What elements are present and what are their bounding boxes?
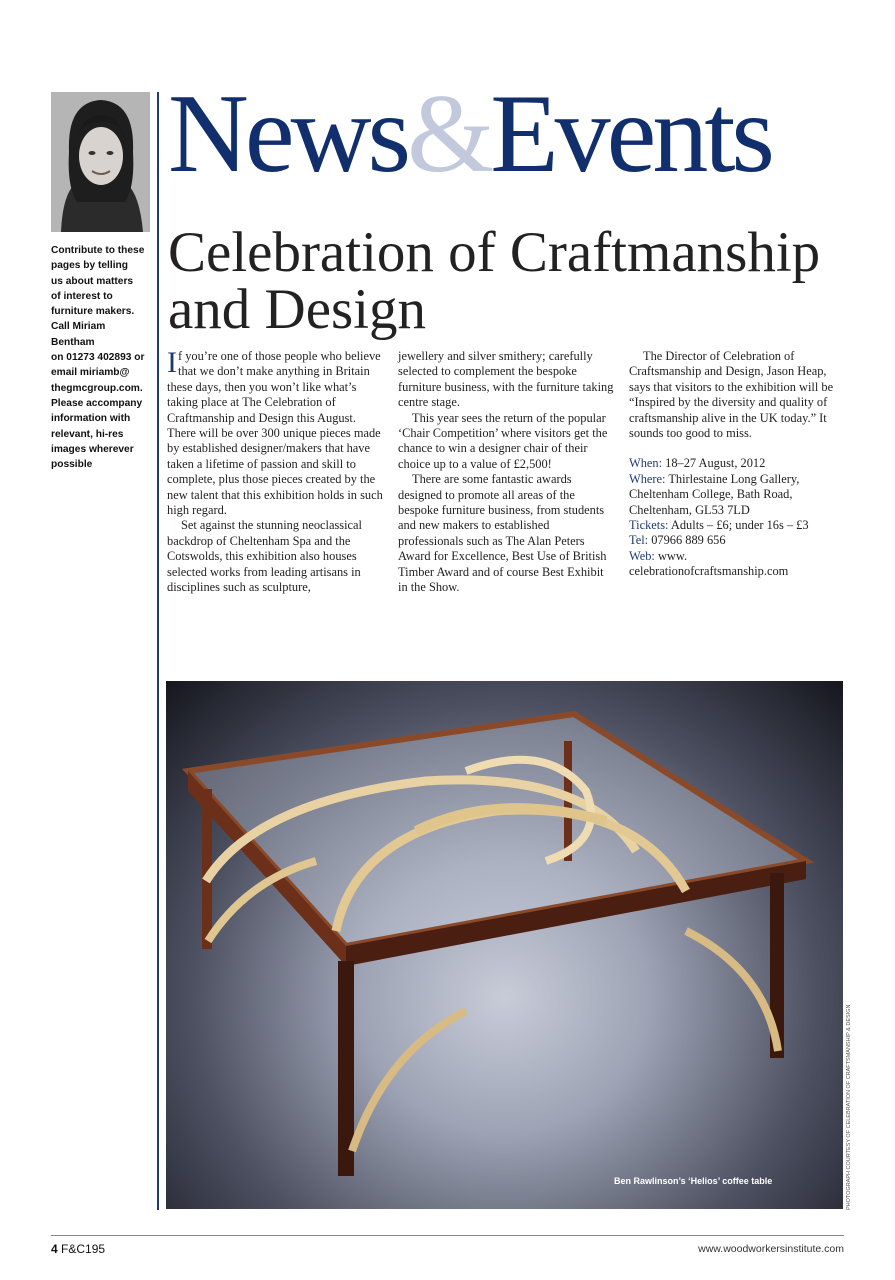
article-column-1	[167, 346, 383, 596]
article-column-3	[629, 349, 849, 580]
masthead-events: Events	[490, 72, 772, 196]
page-folio	[51, 1242, 105, 1256]
info-tel: Tel: 07966 889 656	[629, 533, 726, 548]
contribute-note: Contribute to these pages by telling us about matters of interest to furniture makers. Call Miriam Bentham on 01273 402893 or email miriamb@ thegmcgroup.com. Please accompany information with relevant, hi-res images wherever possible	[51, 245, 145, 471]
info-when: When: 18–27 August, 2012	[629, 456, 766, 471]
contributor-portrait	[51, 92, 150, 232]
info-tickets: Tickets: Adults – £6; under 16s – £3	[629, 518, 809, 533]
masthead-ampersand: &	[407, 72, 491, 196]
photo-credit: PHOTOGRAPH COURTESY OF CELEBRATION OF CRAFTSMANSHIP & DESIGN	[846, 1004, 852, 1210]
info-web[interactable]: Web: www. celebrationofcraftsmanship.com	[629, 548, 789, 579]
photo-caption: Ben Rawlinson’s ‘Helios’ coffee table	[614, 1176, 773, 1186]
paragraph: Set against the stunning neoclassical backdrop of Cheltenham Spa and the Cotswolds, this exhibition also houses selected works from leading artisans in disciplines such as sculpture,	[167, 518, 363, 595]
paragraph: This year sees the return of the popular ‘Chair Competition’ where visitors get the chance to win a designer chair of their choice up to a value of £2,500!	[398, 410, 608, 471]
drop-cap: I	[167, 346, 177, 379]
article-column-2	[398, 349, 614, 596]
event-info	[629, 456, 849, 579]
article-headline: Celebration of Craftmanship and Design	[168, 221, 821, 341]
paragraph: jewellery and silver smithery; carefully selected to complement the bespoke furniture business, with the furniture taking centre stage.	[398, 349, 614, 410]
column-rule	[157, 92, 159, 1210]
intro-paragraph: If you’re one of those people who believe that we don’t make anything in Britain these days, then you won’t like what’s taking place at The Celebration of Craftmanship and Design this August. There will be over 300 unique pieces made by established designer/makers that have taken a lifetime of passion and skill to complete, plus those pieces created by the new talent that this exhibition holds in such high regard.	[167, 346, 383, 518]
paragraph: The Director of Celebration of Craftsmanship and Design, Jason Heap, says that visitors to the exhibition will be “Inspired by the diversity and quality of craftsmanship alive in the UK today.” It sounds too good to miss.	[629, 349, 834, 441]
paragraph: There are some fantastic awards designed to promote all areas of the bespoke furniture business, from students and new makers to established professionals such as The Alan Peters Award for Excellence, Best Use of British Timber Award and of course Best Exhibit in the Show.	[398, 472, 607, 595]
info-where: Where: Thirlestaine Long Gallery, Cheltenham College, Bath Road, Cheltenham, GL53 7LD	[629, 471, 800, 517]
issue-number: F&C195	[61, 1242, 106, 1256]
page-number: 4	[51, 1242, 58, 1256]
section-masthead	[168, 72, 772, 196]
footer-url[interactable]: www.woodworkersinstitute.com	[698, 1243, 844, 1255]
coffee-table-photo	[166, 681, 843, 1209]
masthead-news: News	[168, 72, 408, 196]
footer-rule	[51, 1235, 844, 1236]
